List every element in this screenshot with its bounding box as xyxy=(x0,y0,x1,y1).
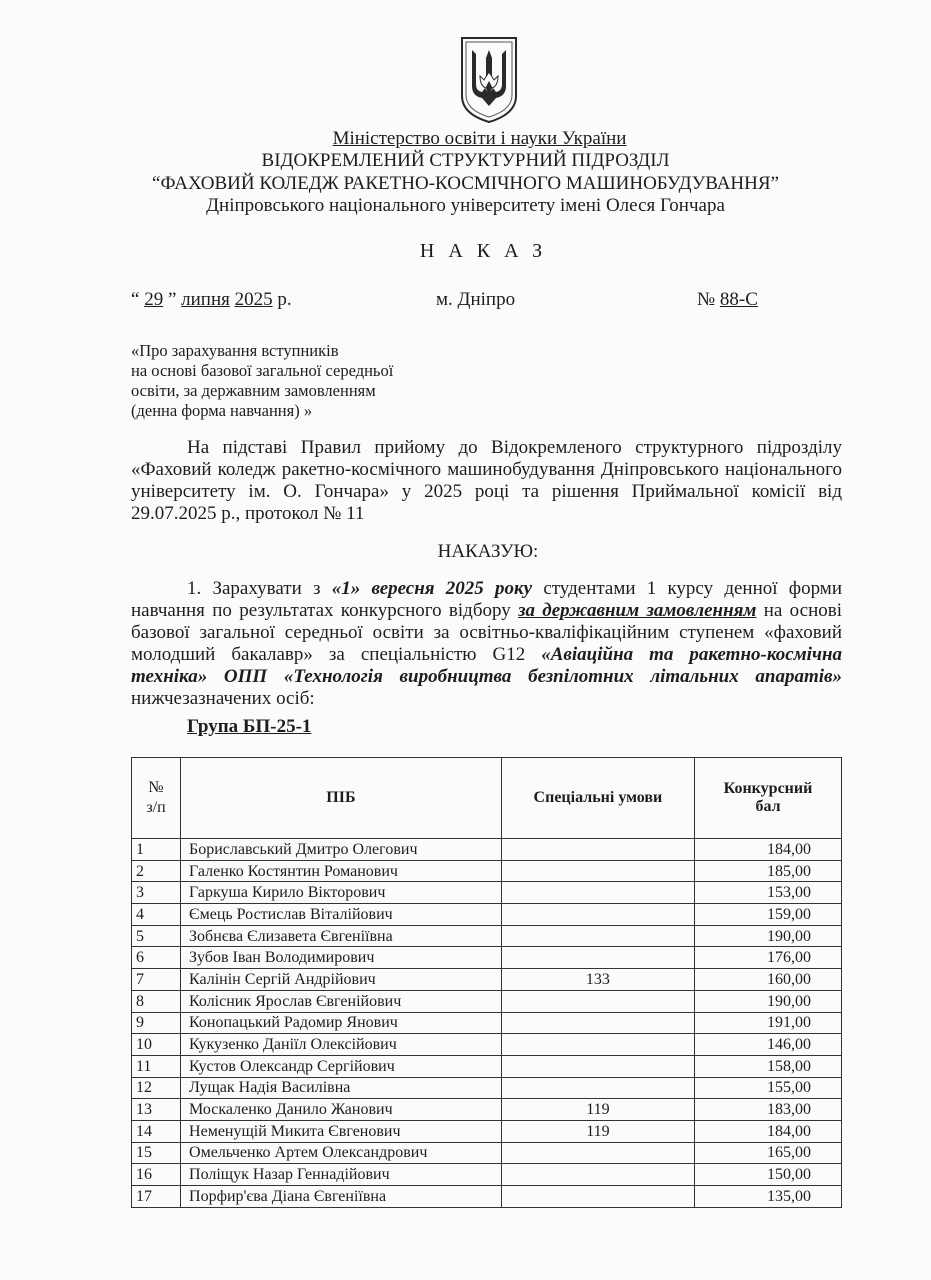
row-number: 16 xyxy=(132,1164,181,1186)
table-row xyxy=(132,860,842,882)
row-number: 1 xyxy=(132,839,181,861)
table-row xyxy=(132,1055,842,1077)
row-name: Порфир'єва Діана Євгеніївна xyxy=(181,1186,502,1208)
col-special-header: Спеціальні умови xyxy=(501,758,694,839)
table-row xyxy=(132,904,842,926)
row-name: Омельченко Артем Олександрович xyxy=(181,1142,502,1164)
row-name: Неменущій Микита Євгенович xyxy=(181,1120,502,1142)
order-number: № 88-С xyxy=(697,289,758,310)
row-score: 150,00 xyxy=(695,1164,842,1186)
university-name: Дніпровського національного університету імені Олеся Гончара xyxy=(206,195,725,216)
enrollment-table xyxy=(131,757,842,1208)
row-special xyxy=(501,1077,694,1099)
table-row xyxy=(132,1099,842,1121)
col-name-header: ПІБ xyxy=(181,758,502,839)
row-name: Зобнєва Єлизавета Євгеніївна xyxy=(181,925,502,947)
row-number: 9 xyxy=(132,1012,181,1034)
row-special: 119 xyxy=(501,1099,694,1121)
row-name: Галенко Костянтин Романович xyxy=(181,860,502,882)
row-score: 183,00 xyxy=(695,1099,842,1121)
row-special xyxy=(501,947,694,969)
row-number: 10 xyxy=(132,1034,181,1056)
row-score: 155,00 xyxy=(695,1077,842,1099)
row-name: Бориславський Дмитро Олегович xyxy=(181,839,502,861)
row-score: 158,00 xyxy=(695,1055,842,1077)
row-special: 119 xyxy=(501,1120,694,1142)
row-score: 191,00 xyxy=(695,1012,842,1034)
row-special xyxy=(501,990,694,1012)
row-number: 5 xyxy=(132,925,181,947)
table-header-row xyxy=(132,758,842,839)
row-name: Лущак Надія Василівна xyxy=(181,1077,502,1099)
nakazuyu-heading: НАКАЗУЮ: xyxy=(437,541,539,562)
order-subject: «Про зарахування вступників на основі базової загальної середньої освіти, за державним замовленням (денна форма навчання) » xyxy=(131,341,394,420)
table-row xyxy=(132,925,842,947)
order-city: м. Дніпро xyxy=(436,289,516,310)
table-row xyxy=(132,1077,842,1099)
subdivision-name: ВІДОКРЕМЛЕНИЙ СТРУКТУРНИЙ ПІДРОЗДІЛ xyxy=(261,150,670,171)
row-number: 3 xyxy=(132,882,181,904)
row-name: Кукузенко Даніїл Олексійович xyxy=(181,1034,502,1056)
col-number-header: № з/п xyxy=(132,758,181,839)
table-row xyxy=(132,1012,842,1034)
row-name: Калінін Сергій Андрійович xyxy=(181,969,502,991)
row-score: 190,00 xyxy=(695,925,842,947)
row-score: 176,00 xyxy=(695,947,842,969)
row-special xyxy=(501,1034,694,1056)
table-row xyxy=(132,1186,842,1208)
order-title: НАКАЗ xyxy=(419,240,557,262)
row-name: Гаркуша Кирило Вікторович xyxy=(181,882,502,904)
table-row xyxy=(132,1120,842,1142)
col-score-header: Конкурсний бал xyxy=(695,758,842,839)
order-date: “ 29 ” липня 2025 р. xyxy=(131,289,292,310)
row-score: 184,00 xyxy=(695,839,842,861)
row-number: 17 xyxy=(132,1186,181,1208)
row-score: 165,00 xyxy=(695,1142,842,1164)
row-score: 184,00 xyxy=(695,1120,842,1142)
row-score: 159,00 xyxy=(695,904,842,926)
preamble-paragraph: На підставі Правил прийому до Відокремленого структурного підрозділу «Фаховий коледж ракетно-космічного машинобудування Дніпровського національного університету ім. О. Гончара» у 2025 році та рішення Приймальної комісії від 29.07.2025 р., протокол № 11 xyxy=(131,437,842,524)
row-name: Поліщук Назар Геннадійович xyxy=(181,1164,502,1186)
row-number: 13 xyxy=(132,1099,181,1121)
row-number: 15 xyxy=(132,1142,181,1164)
item-1-paragraph: 1. Зарахувати з «1» вересня 2025 року студентами 1 курсу денної форми навчання по результатах конкурсного відбору за державним замовленням на основі базової загальної середньої освіти за освітньо-кваліфікаційним ступенем «фаховий молодший бакалавр» за спеціальністю G12 «Авіаційна та ракетно-космічна техніка» ОПП «Технологія виробництва безпілотних літальних апаратів» нижчезазначених осіб: xyxy=(131,578,842,709)
table-row xyxy=(132,1164,842,1186)
row-score: 153,00 xyxy=(695,882,842,904)
row-score: 135,00 xyxy=(695,1186,842,1208)
row-name: Зубов Іван Володимирович xyxy=(181,947,502,969)
row-score: 146,00 xyxy=(695,1034,842,1056)
table-row xyxy=(132,1142,842,1164)
row-name: Москаленко Данило Жанович xyxy=(181,1099,502,1121)
table-row xyxy=(132,839,842,861)
row-name: Ємець Ростислав Віталійович xyxy=(181,904,502,926)
row-special xyxy=(501,1055,694,1077)
row-name: Колісник Ярослав Євгенійович xyxy=(181,990,502,1012)
row-special: 133 xyxy=(501,969,694,991)
table-row xyxy=(132,969,842,991)
row-score: 190,00 xyxy=(695,990,842,1012)
row-number: 12 xyxy=(132,1077,181,1099)
trident-emblem-icon xyxy=(458,36,520,124)
row-name: Кустов Олександр Сергійович xyxy=(181,1055,502,1077)
row-score: 185,00 xyxy=(695,860,842,882)
row-name: Конопацький Радомир Янович xyxy=(181,1012,502,1034)
row-special xyxy=(501,882,694,904)
row-number: 8 xyxy=(132,990,181,1012)
table-row xyxy=(132,990,842,1012)
row-special xyxy=(501,925,694,947)
table-row xyxy=(132,1034,842,1056)
row-special xyxy=(501,904,694,926)
row-special xyxy=(501,860,694,882)
row-score: 160,00 xyxy=(695,969,842,991)
group-label: Група БП-25-1 xyxy=(187,716,312,737)
row-number: 14 xyxy=(132,1120,181,1142)
row-special xyxy=(501,1142,694,1164)
table-row xyxy=(132,947,842,969)
row-number: 7 xyxy=(132,969,181,991)
college-name: “ФАХОВИЙ КОЛЕДЖ РАКЕТНО-КОСМІЧНОГО МАШИНОБУДУВАННЯ” xyxy=(152,173,779,194)
table-row xyxy=(132,882,842,904)
row-number: 11 xyxy=(132,1055,181,1077)
row-special xyxy=(501,1186,694,1208)
row-special xyxy=(501,1012,694,1034)
row-number: 2 xyxy=(132,860,181,882)
ministry-name: Міністерство освіти і науки України xyxy=(332,128,627,149)
row-special xyxy=(501,1164,694,1186)
row-special xyxy=(501,839,694,861)
document-header xyxy=(0,128,931,217)
row-number: 6 xyxy=(132,947,181,969)
row-number: 4 xyxy=(132,904,181,926)
